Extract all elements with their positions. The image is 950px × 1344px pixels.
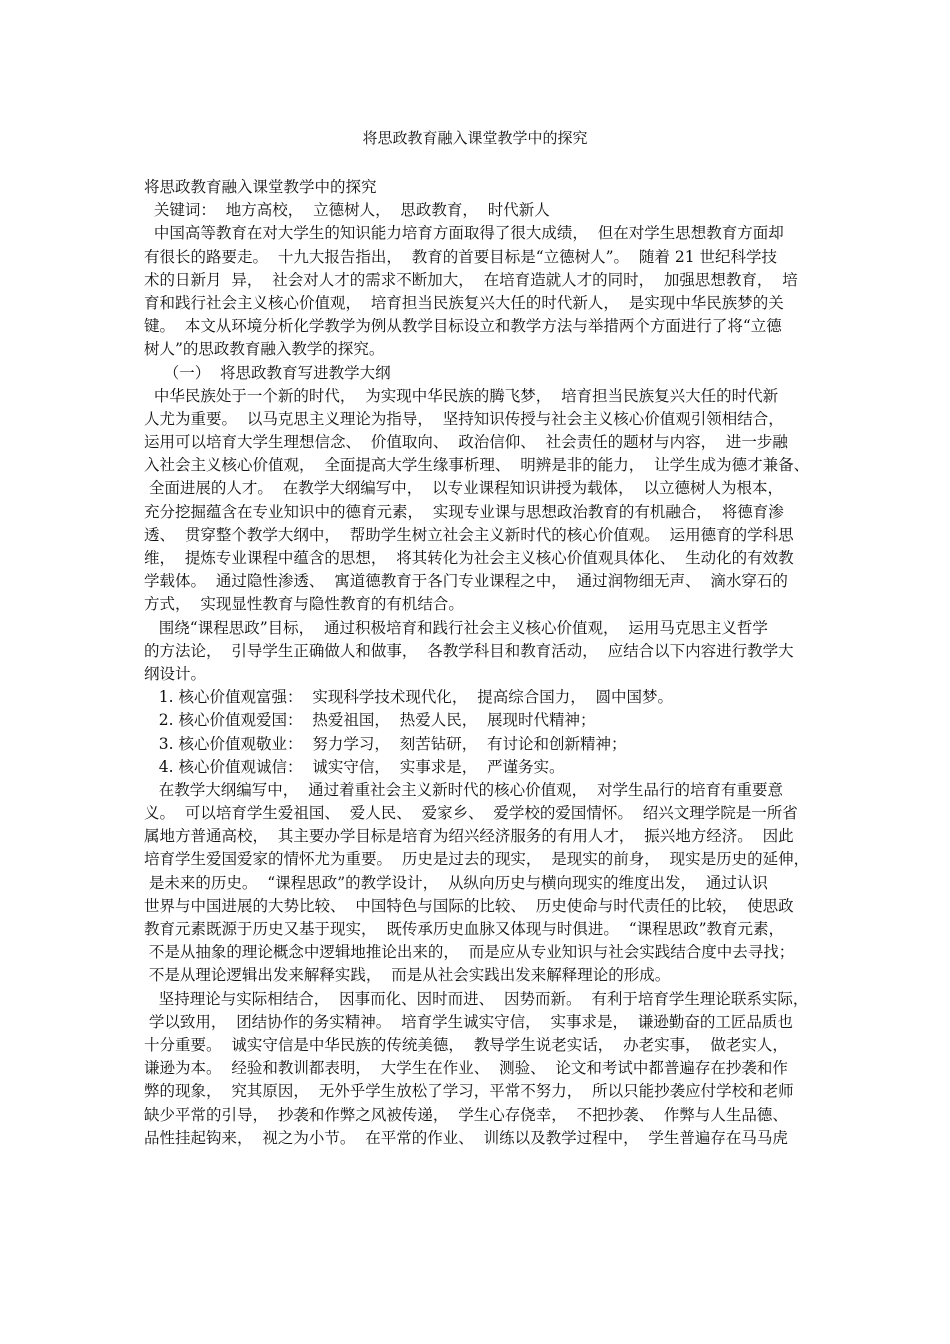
- text-line: 有很长的路要走。 十九大报告指出， 教育的首要目标是“立德树人”。 随着 21 世纪科学技: [144, 247, 777, 266]
- text-line: 键。 本文从环境分析化学教学为例从教学目标设立和教学方法与举措两个方面进行了将“立德: [144, 317, 782, 336]
- text-line: 透、 贯穿整个教学大纲中， 帮助学生树立社会主义新时代的核心价值观。 运用德育的学科思: [144, 525, 794, 544]
- text-line: 3. 核心价值观敬业： 努力学习， 刻苦钻研， 有讨论和创新精神；: [144, 734, 627, 753]
- text-line: 运用可以培育大学生理想信念、 价值取向、 政治信仰、 社会责任的题材与内容， 进一步融: [144, 433, 788, 452]
- text-line: 术的日新月 异， 社会对人才的需求不断加大， 在培育造就人才的同时， 加强思想教育， 培: [144, 270, 798, 289]
- text-line: 十分重要。 诚实守信是中华民族的传统美德， 教导学生说老实话， 办老实事， 做老实人，: [144, 1035, 788, 1054]
- text-line: 属地方普通高校， 其主要办学目标是培育为绍兴经济服务的有用人才， 振兴地方经济。 因此: [144, 827, 794, 846]
- document-title: 将思政教育融入课堂教学中的探究: [362, 129, 588, 147]
- text-line: 是未来的历史。 “课程思政”的教学设计， 从纵向历史与横向现实的维度出发， 通过认识: [144, 873, 768, 892]
- text-line: 入社会主义核心价值观， 全面提高大学生缘事析理、 明辨是非的能力， 让学生成为德才兼备、: [144, 456, 810, 475]
- text-line: 将思政教育融入课堂教学中的探究: [144, 178, 377, 196]
- text-line: 在教学大纲编写中， 通过着重社会主义新时代的核心价值观， 对学生品行的培育有重要意: [144, 780, 783, 799]
- text-line: 不是从抽象的理论概念中逻辑地推论出来的， 而是应从专业知识与社会实践结合度中去寻找；: [144, 943, 795, 962]
- text-line: 品性挂起钩来， 视之为小节。 在平常的作业、 训练以及教学过程中， 学生普遍存在马马虎: [144, 1128, 788, 1147]
- text-line: 世界与中国进展的大势比较、 中国特色与国际的比较、 历史使命与时代责任的比较， 使思政: [144, 896, 794, 915]
- text-line: 纲设计。: [144, 664, 207, 683]
- text-line: 弊的现象， 究其原因， 无外乎学生放松了学习，平常不努力， 所以只能抄袭应付学校和老师: [144, 1082, 794, 1101]
- text-line: 学载体。 通过隐性渗透、 寓道德教育于各门专业课程之中， 通过润物细无声、 滴水穿石的: [144, 572, 788, 591]
- text-line: 维， 提炼专业课程中蕴含的思想， 将其转化为社会主义核心价值观具体化、 生动化的有效教: [144, 549, 794, 567]
- text-line: 全面进展的人才。 在教学大纲编写中， 以专业课程知识讲授为载体， 以立德树人为根本，: [144, 479, 783, 498]
- text-line: 4. 核心价值观诚信： 诚实守信， 实事求是， 严谨务实。: [144, 757, 565, 776]
- text-line: 不是从理论逻辑出发来解释实践， 而是从社会实践出发来解释理论的形成。: [144, 966, 671, 985]
- text-line: 中华民族处于一个新的时代， 为实现中华民族的腾飞梦， 培育担当民族复兴大任的时代新: [144, 386, 779, 405]
- text-line: 培育学生爱国爱家的情怀尤为重要。 历史是过去的现实， 是现实的前身， 现实是历史的延伸，: [144, 850, 810, 869]
- text-line: 学以致用， 团结协作的务实精神。 培育学生诚实守信， 实事求是， 谦逊勤奋的工匠品质也: [144, 1012, 793, 1031]
- text-line: 关键词： 地方高校， 立德树人， 思政教育， 时代新人: [144, 201, 550, 220]
- text-line: 谦逊为本。 经验和教训都表明， 大学生在作业、 测验、 论文和考试中都普遍存在抄袭和作: [144, 1059, 788, 1078]
- text-line: 方式， 实现显性教育与隐性教育的有机结合。: [144, 595, 464, 614]
- document-body: [144, 176, 824, 1150]
- text-line: 围绕“课程思政”目标， 通过积极培育和践行社会主义核心价值观， 运用马克思主义哲学: [144, 618, 768, 637]
- text-line: 的方法论， 引导学生正确做人和做事， 各教学科目和教育活动， 应结合以下内容进行教学大: [144, 641, 794, 660]
- text-line: （一） 将思政教育写进教学大纲: [144, 363, 391, 382]
- text-line: 2. 核心价值观爱国： 热爱祖国， 热爱人民， 展现时代精神；: [144, 711, 596, 730]
- text-line: 充分挖掘蕴含在专业知识中的德育元素， 实现专业课与思想政治教育的有机融合， 将德育渗: [144, 502, 784, 521]
- text-line: 人尤为重要。 以马克思主义理论为指导， 坚持知识传授与社会主义核心价值观引领相结合，: [144, 409, 784, 428]
- text-line: 中国高等教育在对大学生的知识能力培育方面取得了很大成绩， 但在对学生思想教育方面却: [144, 224, 784, 243]
- text-line: 坚持理论与实际相结合， 因事而化、因时而进、 因势而新。 有利于培育学生理论联系实际，: [144, 989, 809, 1008]
- text-line: 义。 可以培育学生爱祖国、 爱人民、 爱家乡、 爱学校的爱国情怀。 绍兴文理学院是一所省: [144, 804, 798, 823]
- text-line: 教育元素既源于历史又基于现实， 既传承历史血脉又体现与时俱进。 “课程思政”教育元素，: [144, 920, 785, 938]
- text-line: 1. 核心价值观富强： 实现科学技术现代化， 提高综合国力， 圆中国梦。: [144, 688, 674, 707]
- text-line: 树人”的思政教育融入教学的探究。: [144, 340, 385, 359]
- text-line: 缺少平常的引导， 抄袭和作弊之风被传递， 学生心存侥幸， 不把抄袭、 作弊与人生品德、: [144, 1105, 788, 1124]
- text-line: 育和践行社会主义核心价值观， 培育担当民族复兴大任的时代新人， 是实现中华民族梦的关: [144, 293, 784, 312]
